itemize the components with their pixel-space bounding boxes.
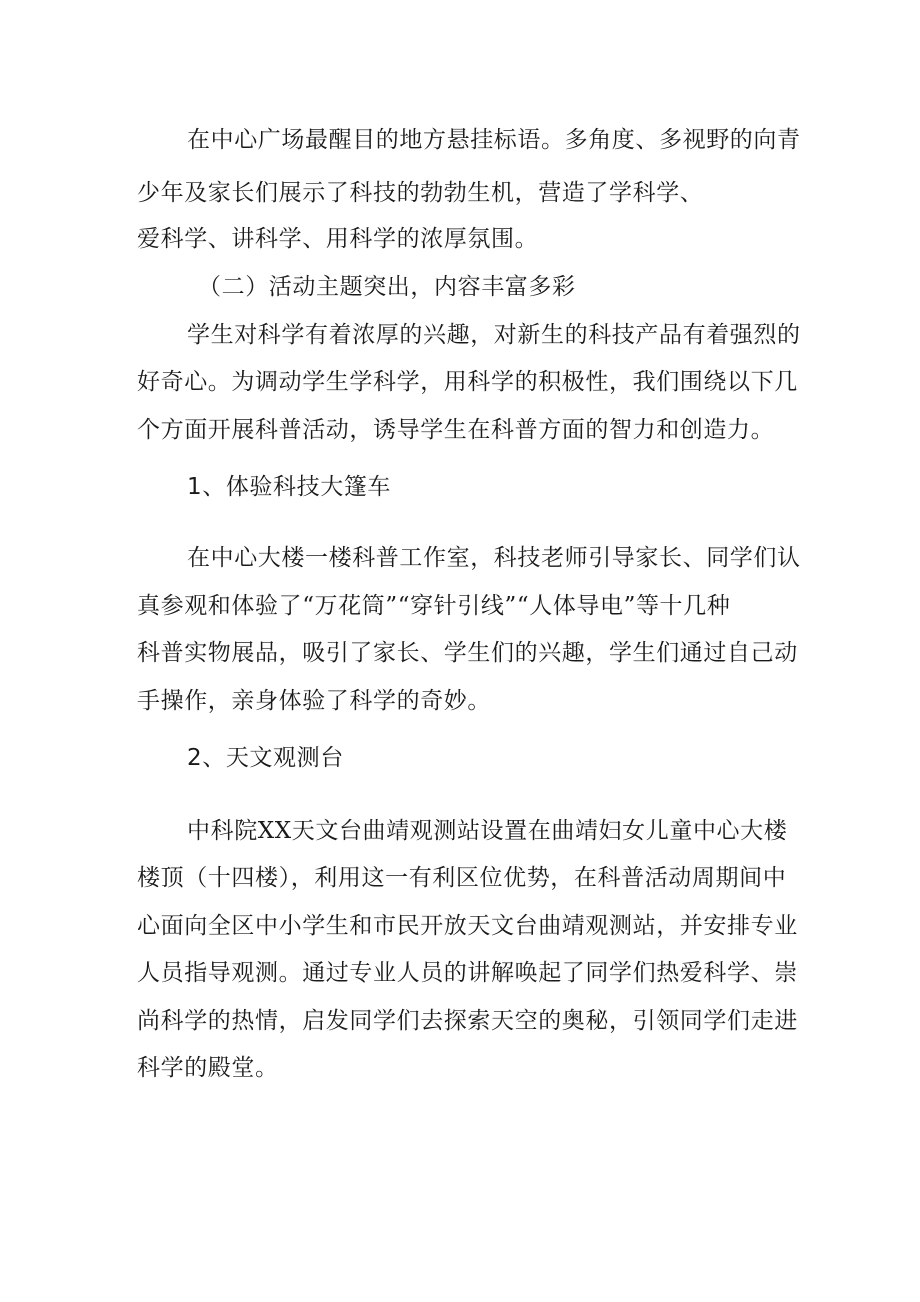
paragraph-1-line-1: 在中心广场最醒目的地方悬挂标语。多角度、多视野的向青: [187, 127, 801, 153]
paragraph-3-line-1: 在中心大楼一楼科普工作室，科技老师引导家长、同学们认: [187, 545, 801, 571]
paragraph-4-line-1: 中科院XX天文台曲靖观测站设置在曲靖妇女儿童中心大楼: [187, 818, 788, 844]
paragraph-3-line-2: 真参观和体验了“万花筒”“穿针引线”“人体导电”等十几种: [137, 593, 731, 619]
paragraph-3-line-3: 科普实物展品，吸引了家长、学生们的兴趣，学生们通过自己动: [137, 640, 798, 666]
paragraph-4-line-5: 尚科学的热情，启发同学们去探索天空的奥秘，引领同学们走进: [137, 1008, 798, 1034]
item-2-title: 2、天文观测台: [187, 745, 344, 771]
paragraph-4-line-6: 科学的殿堂。: [137, 1055, 279, 1081]
section-2-title: （二）活动主题突出，内容丰富多彩: [198, 274, 576, 300]
paragraph-1-line-3: 爱科学、讲科学、用科学的浓厚氛围。: [137, 226, 539, 252]
paragraph-1-line-2: 少年及家长们展示了科技的勃勃生机，营造了学科学、: [137, 180, 704, 206]
paragraph-2-line-2: 好奇心。为调动学生学科学，用科学的积极性，我们围绕以下几: [137, 369, 798, 395]
paragraph-4-line-2: 楼顶（十四楼），利用这一有利区位优势，在科普活动周期间中: [137, 865, 787, 891]
paragraph-4-line-3: 心面向全区中小学生和市民开放天文台曲靖观测站，并安排专业: [137, 913, 798, 939]
paragraph-3-line-4: 手操作，亲身体验了科学的奇妙。: [137, 688, 491, 714]
paragraph-4-line-4: 人员指导观测。通过专业人员的讲解唤起了同学们热爱科学、崇: [137, 960, 798, 986]
paragraph-2-line-3: 个方面开展科普活动，诱导学生在科普方面的智力和创造力。: [137, 417, 775, 443]
item-1-title: 1、体验科技大篷车: [187, 474, 392, 500]
paragraph-2-line-1: 学生对科学有着浓厚的兴趣，对新生的科技产品有着强烈的: [187, 322, 801, 348]
